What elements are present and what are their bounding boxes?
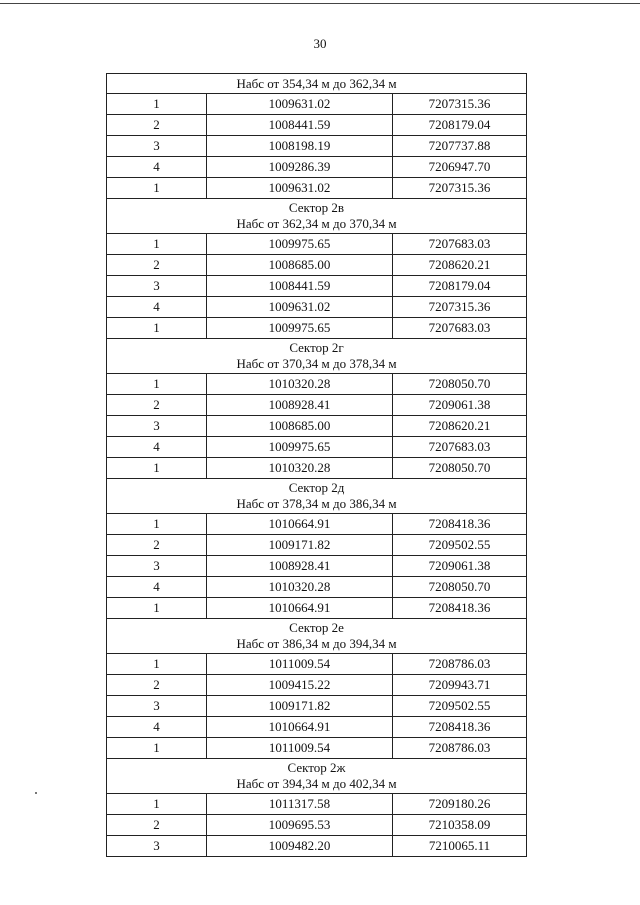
point-number-cell: 3 — [107, 136, 207, 157]
point-number-cell: 4 — [107, 717, 207, 738]
y-coordinate-cell: 7208050.70 — [393, 458, 527, 479]
y-coordinate-cell: 7209502.55 — [393, 535, 527, 556]
y-coordinate-cell: 7208418.36 — [393, 598, 527, 619]
x-coordinate-cell: 1008685.00 — [207, 255, 393, 276]
point-number-cell: 4 — [107, 577, 207, 598]
sector-range: Набс от 370,34 м до 378,34 м — [236, 356, 397, 371]
x-coordinate-cell: 1009631.02 — [207, 94, 393, 115]
y-coordinate-cell: 7207683.03 — [393, 437, 527, 458]
table-row — [107, 738, 527, 759]
point-number-cell: 3 — [107, 556, 207, 577]
table-row — [107, 577, 527, 598]
coordinates-table — [106, 73, 527, 857]
table-row — [107, 654, 527, 675]
sector-header-cell — [107, 479, 527, 514]
x-coordinate-cell: 1008441.59 — [207, 276, 393, 297]
y-coordinate-cell: 7208050.70 — [393, 374, 527, 395]
x-coordinate-cell: 1009482.20 — [207, 836, 393, 857]
y-coordinate-cell: 7209061.38 — [393, 395, 527, 416]
y-coordinate-cell: 7208418.36 — [393, 514, 527, 535]
table-row — [107, 297, 527, 318]
x-coordinate-cell: 1010320.28 — [207, 458, 393, 479]
sector-title: Сектор 2г — [289, 340, 344, 355]
sector-header-cell — [107, 759, 527, 794]
page-number: 30 — [313, 36, 327, 51]
sector-header-cell — [107, 199, 527, 234]
coordinates-table-body — [107, 74, 527, 857]
table-row — [107, 276, 527, 297]
table-row — [107, 234, 527, 255]
table-row — [107, 318, 527, 339]
point-number-cell: 1 — [107, 234, 207, 255]
y-coordinate-cell: 7209180.26 — [393, 794, 527, 815]
x-coordinate-cell: 1010664.91 — [207, 514, 393, 535]
point-number-cell: 3 — [107, 416, 207, 437]
sector-range: Набс от 362,34 м до 370,34 м — [236, 216, 397, 231]
sector-header — [107, 479, 527, 514]
y-coordinate-cell: 7210065.11 — [393, 836, 527, 857]
x-coordinate-cell: 1009631.02 — [207, 178, 393, 199]
x-coordinate-cell: 1009631.02 — [207, 297, 393, 318]
sector-header-cell — [107, 74, 527, 94]
table-row — [107, 395, 527, 416]
table-row — [107, 675, 527, 696]
x-coordinate-cell: 1008441.59 — [207, 115, 393, 136]
sector-range: Набс от 378,34 м до 386,34 м — [236, 496, 397, 511]
table-row — [107, 717, 527, 738]
x-coordinate-cell: 1011317.58 — [207, 794, 393, 815]
x-coordinate-cell: 1009975.65 — [207, 318, 393, 339]
point-number-cell: 2 — [107, 395, 207, 416]
point-number-cell: 3 — [107, 276, 207, 297]
point-number-cell: 1 — [107, 458, 207, 479]
point-number-cell: 1 — [107, 94, 207, 115]
point-number-cell: 3 — [107, 836, 207, 857]
point-number-cell: 2 — [107, 255, 207, 276]
sector-range: Набс от 386,34 м до 394,34 м — [236, 636, 397, 651]
table-row — [107, 696, 527, 717]
y-coordinate-cell: 7208786.03 — [393, 738, 527, 759]
y-coordinate-cell: 7208418.36 — [393, 717, 527, 738]
point-number-cell: 2 — [107, 675, 207, 696]
y-coordinate-cell: 7209061.38 — [393, 556, 527, 577]
point-number-cell: 1 — [107, 374, 207, 395]
table-row — [107, 836, 527, 857]
y-coordinate-cell: 7208179.04 — [393, 276, 527, 297]
point-number-cell: 4 — [107, 157, 207, 178]
sector-title: Сектор 2ж — [287, 760, 346, 775]
y-coordinate-cell: 7208179.04 — [393, 115, 527, 136]
table-row — [107, 535, 527, 556]
sector-header — [107, 74, 527, 94]
x-coordinate-cell: 1009171.82 — [207, 535, 393, 556]
point-number-cell: 1 — [107, 794, 207, 815]
x-coordinate-cell: 1010664.91 — [207, 717, 393, 738]
y-coordinate-cell: 7207315.36 — [393, 178, 527, 199]
table-row — [107, 255, 527, 276]
table-row — [107, 556, 527, 577]
table-row — [107, 437, 527, 458]
point-number-cell: 1 — [107, 514, 207, 535]
y-coordinate-cell: 7207315.36 — [393, 297, 527, 318]
x-coordinate-cell: 1011009.54 — [207, 738, 393, 759]
point-number-cell: 1 — [107, 598, 207, 619]
x-coordinate-cell: 1010664.91 — [207, 598, 393, 619]
point-number-cell: 2 — [107, 815, 207, 836]
sector-header-cell — [107, 339, 527, 374]
point-number-cell: 2 — [107, 115, 207, 136]
point-number-cell: 4 — [107, 297, 207, 318]
x-coordinate-cell: 1008198.19 — [207, 136, 393, 157]
sector-header-cell — [107, 619, 527, 654]
y-coordinate-cell: 7209943.71 — [393, 675, 527, 696]
point-number-cell: 4 — [107, 437, 207, 458]
table-row — [107, 598, 527, 619]
y-coordinate-cell: 7209502.55 — [393, 696, 527, 717]
y-coordinate-cell: 7207737.88 — [393, 136, 527, 157]
table-row — [107, 178, 527, 199]
table-row — [107, 374, 527, 395]
sector-title: Сектор 2д — [288, 480, 345, 495]
x-coordinate-cell: 1009171.82 — [207, 696, 393, 717]
sector-header — [107, 339, 527, 374]
point-number-cell: 3 — [107, 696, 207, 717]
sector-range: Набс от 354,34 м до 362,34 м — [236, 76, 397, 91]
point-number-cell: 1 — [107, 738, 207, 759]
x-coordinate-cell: 1009975.65 — [207, 437, 393, 458]
table-row — [107, 458, 527, 479]
point-number-cell: 1 — [107, 318, 207, 339]
x-coordinate-cell: 1010320.28 — [207, 577, 393, 598]
sector-range: Набс от 394,34 м до 402,34 м — [236, 776, 397, 791]
table-row — [107, 115, 527, 136]
sector-header — [107, 199, 527, 234]
sector-header — [107, 759, 527, 794]
x-coordinate-cell: 1008928.41 — [207, 395, 393, 416]
y-coordinate-cell: 7207683.03 — [393, 318, 527, 339]
table-row — [107, 94, 527, 115]
x-coordinate-cell: 1010320.28 — [207, 374, 393, 395]
y-coordinate-cell: 7207683.03 — [393, 234, 527, 255]
point-number-cell: 2 — [107, 535, 207, 556]
y-coordinate-cell: 7206947.70 — [393, 157, 527, 178]
table-row — [107, 794, 527, 815]
x-coordinate-cell: 1011009.54 — [207, 654, 393, 675]
y-coordinate-cell: 7210358.09 — [393, 815, 527, 836]
x-coordinate-cell: 1009286.39 — [207, 157, 393, 178]
table-row — [107, 136, 527, 157]
y-coordinate-cell: 7208620.21 — [393, 416, 527, 437]
y-coordinate-cell: 7208786.03 — [393, 654, 527, 675]
sector-title: Сектор 2в — [288, 200, 345, 215]
sector-title: Сектор 2е — [289, 620, 344, 635]
table-row — [107, 815, 527, 836]
x-coordinate-cell: 1009695.53 — [207, 815, 393, 836]
top-rule — [0, 3, 640, 4]
x-coordinate-cell: 1008685.00 — [207, 416, 393, 437]
table-row — [107, 157, 527, 178]
y-coordinate-cell: 7208050.70 — [393, 577, 527, 598]
point-number-cell: 1 — [107, 654, 207, 675]
y-coordinate-cell: 7208620.21 — [393, 255, 527, 276]
scan-speck — [35, 792, 37, 794]
table-row — [107, 514, 527, 535]
table-row — [107, 416, 527, 437]
point-number-cell: 1 — [107, 178, 207, 199]
x-coordinate-cell: 1009415.22 — [207, 675, 393, 696]
y-coordinate-cell: 7207315.36 — [393, 94, 527, 115]
sector-header — [107, 619, 527, 654]
x-coordinate-cell: 1008928.41 — [207, 556, 393, 577]
x-coordinate-cell: 1009975.65 — [207, 234, 393, 255]
